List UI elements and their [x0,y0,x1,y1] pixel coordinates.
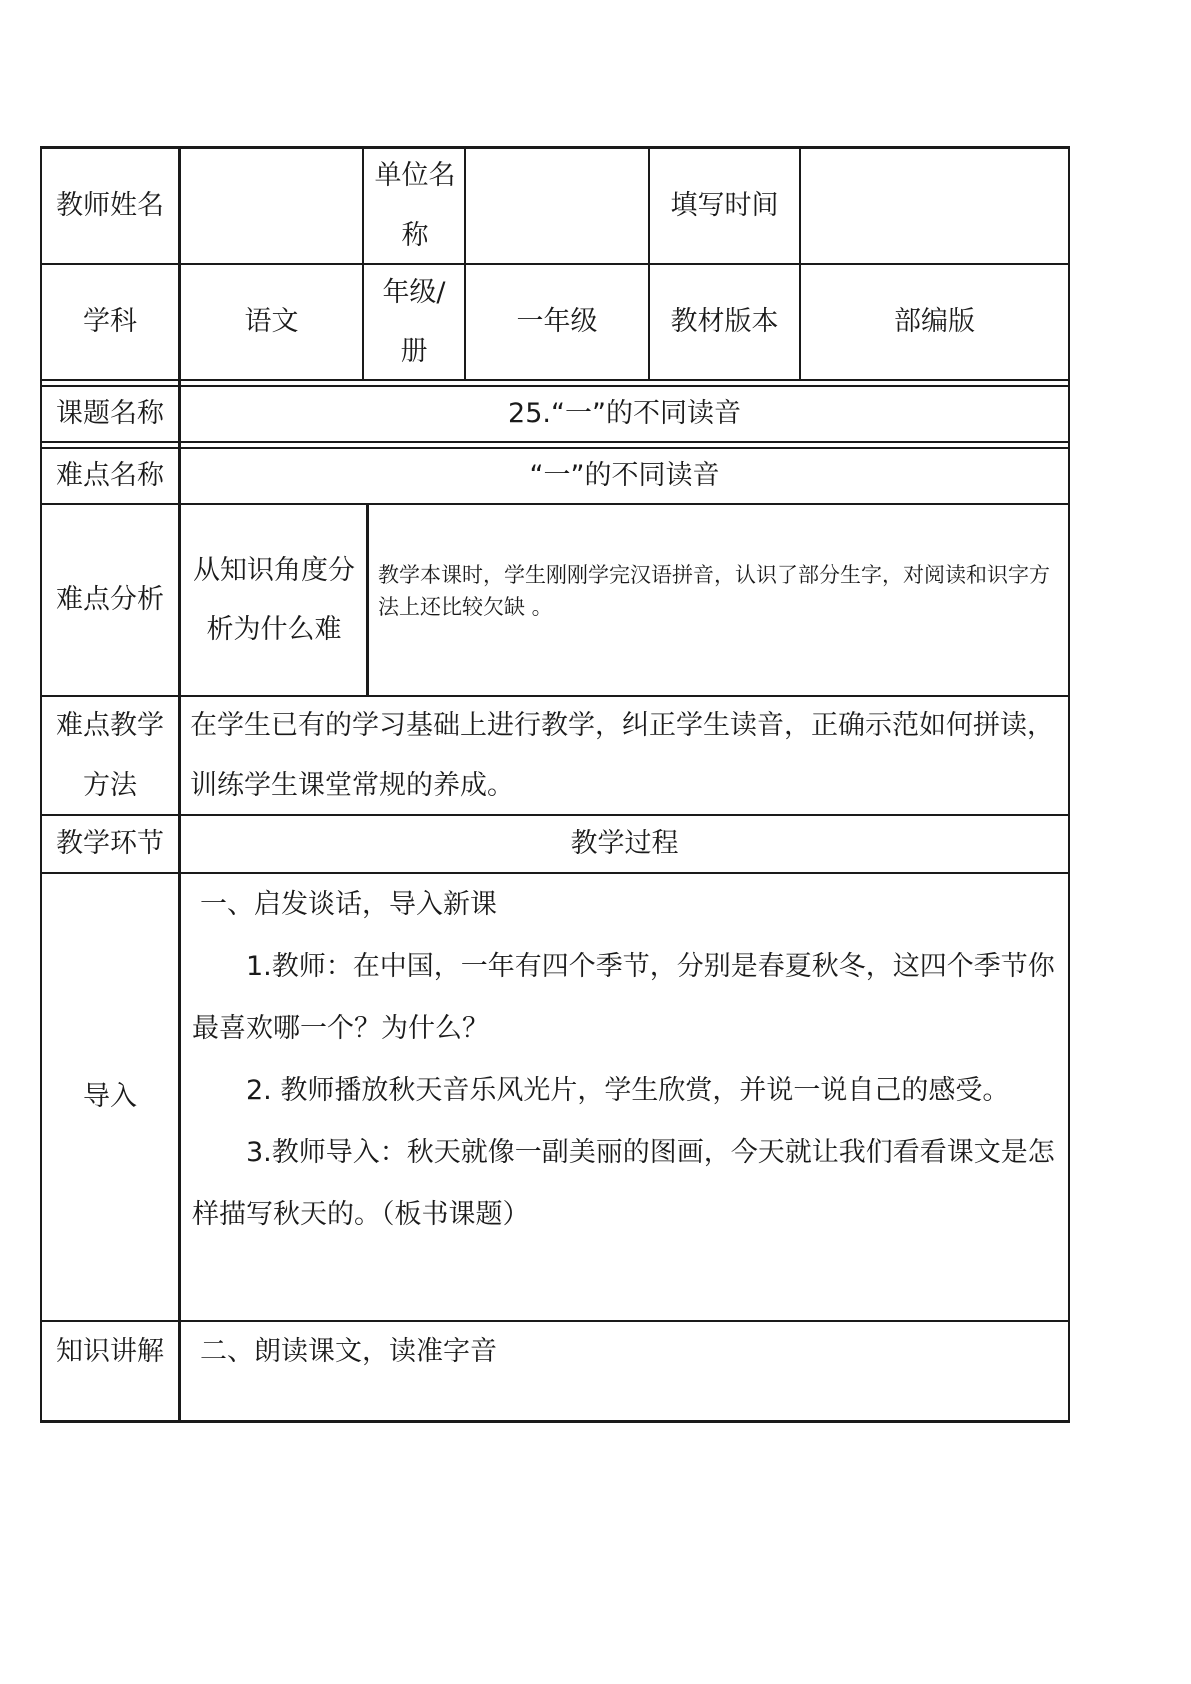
analysis-divider [366,503,369,695]
process-header: 教学过程 [570,828,679,860]
row-divider [40,379,1070,381]
unit-name-value[interactable] [466,148,648,263]
teacher-name-value[interactable] [181,148,362,263]
table-border-right [1068,146,1070,1423]
subject-value: 语文 [244,306,299,338]
method-label: 难点教学方法 [56,710,164,801]
fill-date-value[interactable] [801,148,1068,263]
topic-value: 25.“一”的不同读音 [508,398,741,430]
analysis-label: 难点分析 [56,584,164,616]
unit-name-label: 单位名称 [374,160,456,251]
row-divider [40,441,1070,443]
teacher-name-label: 教师姓名 [56,189,164,221]
analysis-text: 教学本课时，学生刚刚学完汉语拼音，认识了部分生字，对阅读和识字方法上还比较欠缺 。 [378,563,1050,619]
grade-label: 年级/册 [382,276,446,367]
intro-item: 1.教师：在中国，一年有四个季节，分别是春夏秋冬，这四个季节你最喜欢哪一个？为什么？ [192,951,1055,1044]
process-stage-label: 教学环节 [56,828,164,860]
subject-label: 学科 [83,306,137,338]
intro-label: 导入 [83,1081,137,1113]
knowledge-heading: 二、朗读课文，读准字音 [200,1336,497,1368]
method-text: 在学生已有的学习基础上进行教学，纠正学生读音，正确示范如何拼读，训练学生课堂常规的养成。 [190,710,1054,801]
difficulty-value: “一”的不同读音 [529,460,720,492]
column-divider [362,146,364,381]
topic-label: 课题名称 [56,398,164,430]
intro-heading: 一、启发谈话，导入新课 [200,889,497,920]
edition-label: 教材版本 [670,306,779,338]
edition-value: 部编版 [894,306,975,338]
difficulty-label: 难点名称 [56,460,164,492]
table-border-bottom [40,1420,1070,1423]
fill-date-label: 填写时间 [670,189,779,221]
intro-item: 2. 教师播放秋天音乐风光片，学生欣赏，并说一说自己的感受。 [246,1075,1010,1106]
intro-item: 3.教师导入：秋天就像一副美丽的图画，今天就让我们看看课文是怎样描写秋天的。（板书课题） [192,1137,1055,1230]
intro-content [192,874,1060,1246]
grade-value: 一年级 [516,306,598,338]
analysis-sub-label: 从知识角度分析为什么难 [193,554,355,645]
knowledge-label: 知识讲解 [56,1336,164,1368]
